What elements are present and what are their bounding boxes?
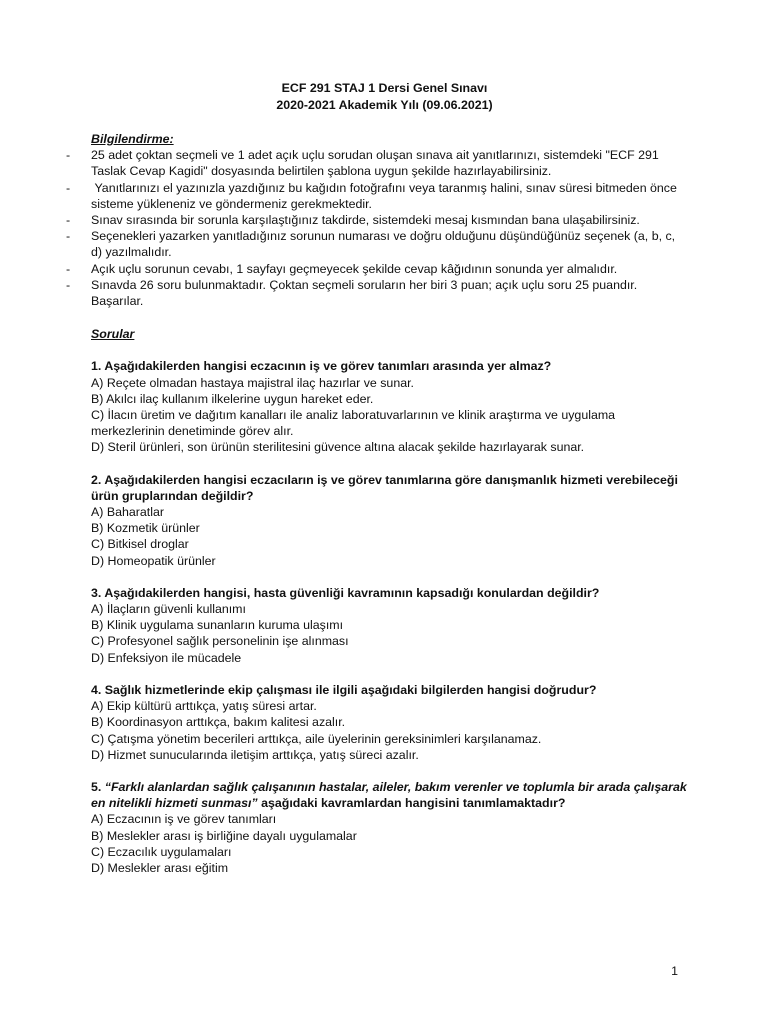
answer-option: A) Ekip kültürü arttıkça, yatış süresi artar. (91, 699, 317, 714)
answer-option: C) Çatışma yönetim becerileri arttıkça, aile üyelerinin gereksinimleri karşılanamaz. (91, 731, 542, 746)
answer-option: C) Eczacılık uygulamaları (91, 844, 232, 859)
title-line-1: ECF 291 STAJ 1 Dersi Genel Sınavı (281, 81, 488, 95)
info-item: - Sınav sırasında bir sorunla karşılaştığınız takdirde, sistemdeki mesaj kısmından bana ulaşabilirsiniz. (66, 213, 640, 228)
info-item: - Seçenekleri yazarken yanıtladığınız sorunun numarası ve doğru olduğunu düşündüğünüz seçenek (a, b, c, d) yazılmalıdır. (66, 229, 676, 260)
answer-option: C) İlacın üretim ve dağıtım kanalları ile analiz laboratuvarlarının ve klinik araştırma ve uygulama merkezlerinin denetiminde görev alır. (91, 408, 616, 439)
info-item: - 25 adet çoktan seçmeli ve 1 adet açık uçlu sorudan oluşan sınava ait yanıtlarınızı, sistemdeki "ECF 291 Taslak Cevap Kagidi" dosyasında belirtilen şablona uygun şekilde hazırlayabilirsiniz. (66, 148, 659, 179)
page-number: 1 (671, 964, 678, 978)
answer-option: D) Steril ürünleri, son ürünün sterilitesini güvence altına alacak şekilde hazırlayarak sunar. (91, 440, 585, 455)
question-5 (91, 779, 688, 876)
question-3 (91, 585, 688, 666)
answer-option: D) Homeopatik ürünler (91, 553, 216, 568)
answer-option: B) Akılcı ilaç kullanım ilkelerine uygun hareket eder. (91, 391, 374, 406)
question-text: 2. Aşağıdakilerden hangisi eczacıların iş ve görev tanımlarına göre danışmanlık hizmeti verebileceği ürün gruplarından değildir? (91, 472, 678, 503)
answer-option: C) Profesyonel sağlık personelinin işe alınması (91, 634, 349, 649)
info-item: - Yanıtlarınızı el yazınızla yazdığınız bu kağıdın fotoğrafını veya taranmış halini, sınav süresi bitmeden önce sisteme yükleneniz ve göndermeniz gerekmektedir. (66, 180, 677, 211)
answer-option: B) Meslekler arası iş birliğine dayalı uygulamalar (91, 828, 357, 843)
question-1 (91, 358, 688, 455)
question-text: 1. Aşağıdakilerden hangisi eczacının iş ve görev tanımları arasında yer almaz? (91, 359, 552, 374)
document-title (81, 80, 688, 114)
answer-option: A) Baharatlar (91, 505, 165, 520)
answer-option: B) Koordinasyon arttıkça, bakım kalitesi azalır. (91, 715, 346, 730)
answer-option: A) İlaçların güvenli kullanımı (91, 602, 246, 617)
question-text: 4. Sağlık hizmetlerinde ekip çalışması ile ilgili aşağıdaki bilgilerden hangisi doğrudur? (91, 682, 597, 697)
info-heading: Bilgilendirme: (91, 132, 174, 146)
answer-option: D) Hizmet sunucularında iletişim arttıkça, yatış süreci azalır. (91, 747, 419, 762)
questions-heading: Sorular (91, 327, 135, 342)
info-item: - Sınavda 26 soru bulunmaktadır. Çoktan seçmeli soruların her biri 3 puan; açık uçlu soru 25 puandır. Başarılar. (66, 277, 638, 309)
question-quote: “Farklı alanlardan sağlık çalışanının hastalar, aileler, bakım verenler ve toplumla bir arada çalışarak en nitelikli hizmeti sunması” (91, 779, 687, 811)
answer-option: B) Kozmetik ürünler (91, 521, 200, 536)
info-list (66, 147, 688, 309)
question-4 (91, 682, 688, 763)
answer-option: A) Eczacının iş ve görev tanımları (91, 812, 277, 827)
question-text: 5. “Farklı alanlardan sağlık çalışanının hastalar, aileler, bakım verenler ve toplumla bir arada çalışarak en nitelikli hizmeti sunması” aşağıdaki kavramlardan hangisini tanımlamaktadır? (91, 779, 687, 811)
answer-option: D) Enfeksiyon ile mücadele (91, 650, 242, 665)
question-text: 3. Aşağıdakilerden hangisi, hasta güvenliği kavramının kapsadığı konulardan değildir? (91, 585, 600, 600)
question-2 (91, 472, 688, 569)
answer-option: D) Meslekler arası eğitim (91, 860, 229, 875)
title-line-2: 2020-2021 Akademik Yılı (09.06.2021) (276, 98, 493, 112)
info-item: - Açık uçlu sorunun cevabı, 1 sayfayı geçmeyecek şekilde cevap kâğıdının sonunda yer almalıdır. (66, 261, 618, 276)
answer-option: A) Reçete olmadan hastaya majistral ilaç hazırlar ve sunar. (91, 375, 414, 390)
answer-option: C) Bitkisel droglar (91, 537, 189, 552)
answer-option: B) Klinik uygulama sunanların kuruma ulaşımı (91, 618, 344, 633)
